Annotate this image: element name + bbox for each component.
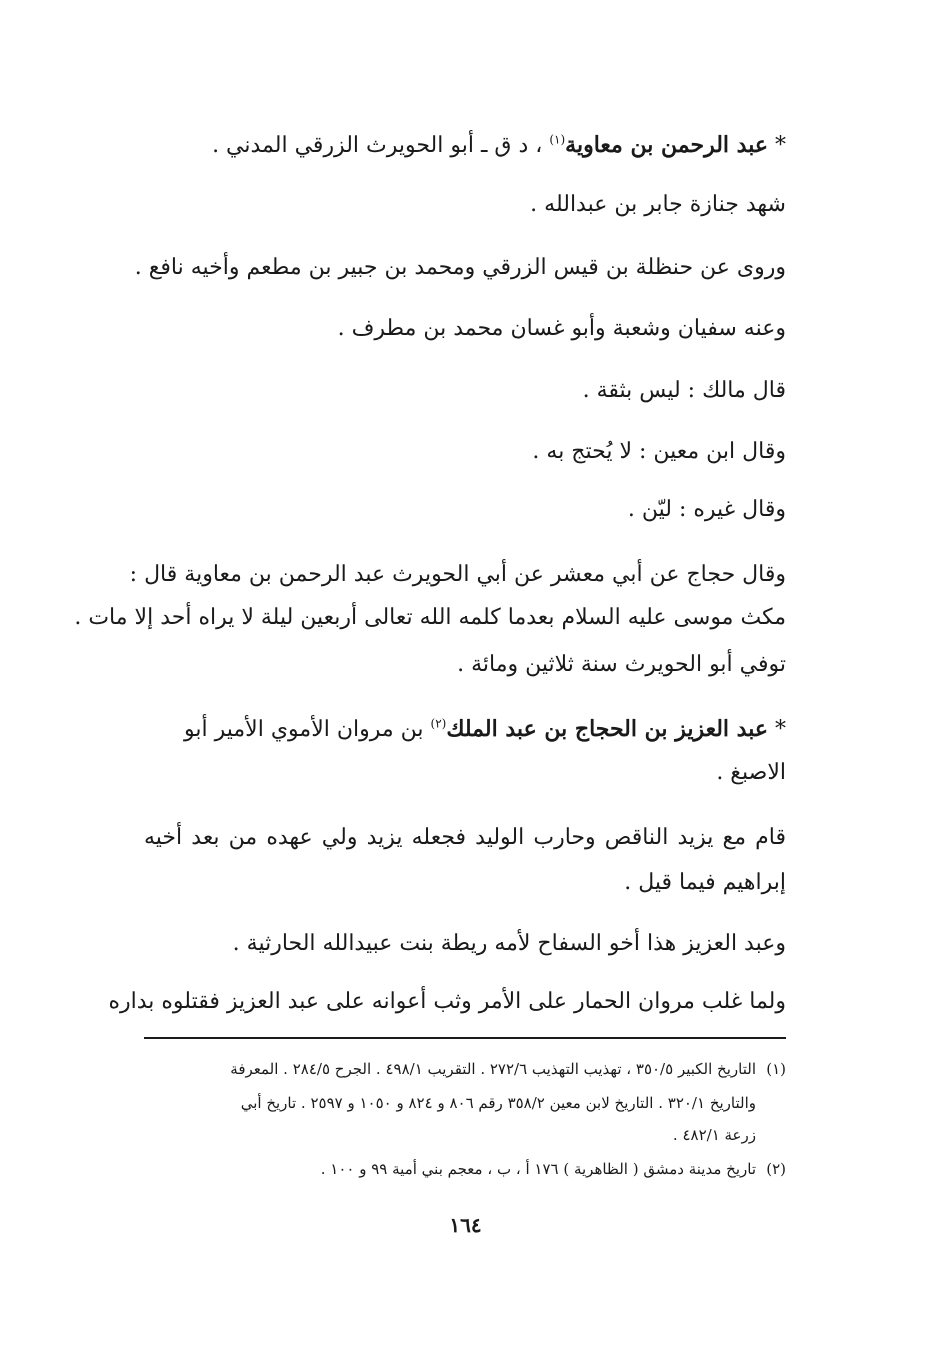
footnote-number: (٢) <box>766 1160 786 1178</box>
body-line: الاصبغ . <box>716 760 786 785</box>
footnote-separator <box>144 1037 786 1039</box>
body-line: قام مع يزيد الناقص وحارب الوليد فجعله يزيد ولي عهده من بعد أخيه <box>144 825 786 850</box>
entry-description: بن مروان الأموي الأمير أبو <box>184 717 431 742</box>
entry-description: ، د ق ـ أبو الحويرث الزرقي المدني . <box>212 133 550 158</box>
footnote-number: (١) <box>766 1060 786 1078</box>
body-line: وقال غيره : ليّن . <box>627 497 786 522</box>
entry-name: عبد الرحمن بن معاوية <box>565 132 768 158</box>
footnote-text: زرعة ٤٨٢/١ . <box>672 1126 756 1144</box>
entry-heading <box>106 130 786 161</box>
bullet-star: * <box>768 717 786 742</box>
body-line: وقال حجاج عن أبي معشر عن أبي الحويرث عبد الرحمن بن معاوية قال : <box>129 562 786 587</box>
body-line: مكث موسى عليه السلام بعدما كلمه الله تعالى أربعين ليلة لا يراه أحد إلا مات . <box>74 605 786 630</box>
footnote <box>106 1058 786 1080</box>
body-line: إبراهيم فيما قيل . <box>624 870 786 895</box>
footnote-text: التاريخ الكبير ٣٥٠/٥ ، تهذيب التهذيب ٢٧٢/٦ . التقريب ٤٩٨/١ . الجرح ٢٨٤/٥ . المعرفة <box>230 1060 756 1078</box>
body-line: وعبد العزيز هذا أخو السفاح لأمه ريطة بنت عبيدالله الحارثية . <box>232 931 786 956</box>
bullet-star: * <box>768 133 786 158</box>
body-line: وعنه سفيان وشعبة وأبو غسان محمد بن مطرف . <box>337 316 786 341</box>
body-line: وروى عن حنظلة بن قيس الزرقي ومحمد بن جبير بن مطعم وأخيه نافع . <box>134 255 786 280</box>
footnote <box>106 1158 786 1180</box>
body-line: قال مالك : ليس بثقة . <box>582 378 786 403</box>
entry-name: عبد العزيز بن الحجاج بن عبد الملك <box>446 716 768 742</box>
body-line: وقال ابن معين : لا يُحتج به . <box>532 439 786 464</box>
footnote-ref: (١) <box>549 132 566 147</box>
entry-heading <box>106 714 786 745</box>
footnote-text: والتاريخ ٣٢٠/١ . التاريخ لابن معين ٣٥٨/٢ رقم ٨٠٦ و ٨٢٤ و ١٠٥٠ و ٢٥٩٧ . تاريخ أبي <box>240 1094 756 1112</box>
page-number: ١٦٤ <box>449 1213 482 1237</box>
footnote-text: تاريخ مدينة دمشق ( الظاهرية ) ١٧٦ أ ، ب ، معجم بني أمية ٩٩ و ١٠٠ . <box>320 1160 756 1178</box>
body-line: شهد جنازة جابر بن عبدالله . <box>530 192 786 217</box>
body-line: ولما غلب مروان الحمار على الأمر وثب أعوانه على عبد العزيز فقتلوه بداره <box>108 989 786 1014</box>
footnote-ref: (٢) <box>430 716 447 731</box>
body-line: توفي أبو الحويرث سنة ثلاثين ومائة . <box>457 652 786 677</box>
